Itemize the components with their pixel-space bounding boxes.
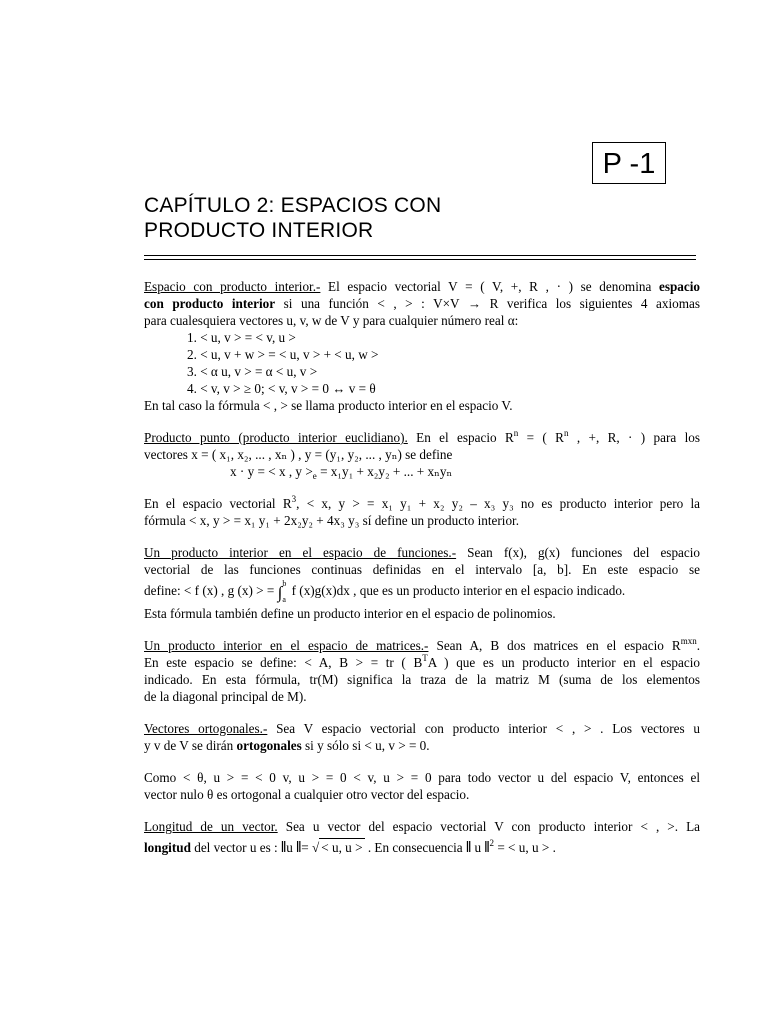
chapter-title-line1: CAPÍTULO 2: ESPACIOS CON [144,194,442,217]
axiom-item: 2. < u, v + w > = < u, v > + < u, w > [187,347,379,362]
section-matrix-space [144,637,700,705]
paragraph-line: Producto punto (producto interior euclidiano). En el espacio $R^n$ = ( $R^n$ , +, R, · ) para los [144,428,701,445]
title-divider-top [144,255,696,256]
section-inner-product-space [144,278,700,414]
section-heading: Un producto interior en el espacio de funciones.- [144,545,457,560]
section-dot-product [144,429,700,480]
section-r3-example [144,495,700,529]
paragraph-line: fórmula < x, y > = x₁ y₁ + 2x₂y₂ + 4x₃ y₃ sí define un producto interior. [144,513,519,528]
paragraph-line: Como < θ, u > = < 0 v, u > = 0 < v, u > = 0 para todo vector u del espacio V, entonces el [144,770,700,785]
paragraph-line: vectorial de las funciones continuas definidas en el intervalo [a, b]. En este espacio se [144,562,700,577]
axiom-item: 1. < u, v > = < v, u > [187,330,296,345]
paragraph-line: Vectores ortogonales.- Sea V espacio vectorial con producto interior < , > . Los vectores u [144,721,700,736]
section-heading: Un producto interior en el espacio de matrices.- [144,638,429,653]
norm-bars-icon: ‖ [484,839,490,856]
section-function-space [144,544,700,622]
paragraph-line: En el espacio vectorial $R^3$, < x, y > = x₁ y₁ + x₂ y₂ – x₃ y₃ no es producto interior pero la [144,494,700,511]
paragraph-line: Espacio con producto interior.- El espacio vectorial V = ( V, +, R , · ) se denomina espacio [144,279,700,294]
page-label: P -1 [592,142,666,184]
sqrt-radicand: < u, u > [321,840,363,855]
section-heading: Vectores ortogonales.- [144,721,268,736]
paragraph-line: En este espacio se define: < A, B > = tr ( $B^TA$ ) que es un producto interior en el espacio [144,653,700,670]
title-divider-bottom [144,259,696,260]
paragraph-line: Esta fórmula también define un producto interior en el espacio de polinomios. [144,606,556,621]
integral-sign: ∫ [277,583,283,602]
section-orthogonal-vectors [144,720,700,754]
section-heading: Producto punto (producto interior euclidiano). [144,430,408,445]
paragraph-line: indicado. En esta fórmula, tr(M) significa la traza de la matriz M (suma de los elementos [144,672,700,687]
sqrt-icon: √ [312,840,320,855]
norm-bars-icon: ‖ [296,839,302,856]
chapter-title [144,193,644,243]
section-heading: Espacio con producto interior.- [144,279,321,294]
paragraph-line: y v de V se dirán ortogonales si y sólo si < u, v > = 0. [144,738,430,753]
section-null-vector [144,769,700,803]
axiom-item: 4. < v, v > ≥ 0; < v, v > = 0 ↔ v = θ [187,381,376,396]
paragraph-line: de la diagonal principal de M). [144,689,307,704]
paragraph-line: Un producto interior en el espacio de matrices.- Sean A, B dos matrices en el espacio $R^{mxn}$. [144,636,700,653]
section-vector-length [144,818,700,856]
paragraph-line: En tal caso la fórmula < , > se llama producto interior en el espacio V. [144,398,513,413]
paragraph-line: para cualesquiera vectores u, v, w de V y para cualquier número real α: [144,313,519,328]
section-heading: Longitud de un vector. [144,819,278,834]
paragraph-line: con producto interior si una función < , > : V×V → R verifica los siguientes 4 axiomas [144,296,700,311]
axiom-item: 3. < α u, v > = α < u, v > [187,364,318,379]
norm-bars-icon: ‖ [465,839,472,856]
chapter-title-line2: PRODUCTO INTERIOR [144,219,374,242]
paragraph-line: define: < f (x) , g (x) > = ∫ b a f (x)g(x)dx , que es un producto interior en el espacio indicado. [144,579,626,604]
integral-limits: b a [282,579,287,604]
paragraph-line: Un producto interior en el espacio de funciones.- Sean f(x), g(x) funciones del espacio [144,545,700,560]
paragraph-line: vector nulo θ es ortogonal a cualquier otro vector del espacio. [144,787,470,802]
paragraph-line: longitud del vector u es : ‖u ‖= √ < u, u > . En consecuencia ‖ u ‖$^2$ = < u, u > . [144,838,556,856]
dot-product-formula: x · y = < x , $y >_e = x_1y_1 + x_2y_2$ + ... + xₙyₙ [230,464,453,481]
document-body [144,278,700,871]
paragraph-line: Longitud de un vector. Sea u vector del espacio vectorial V con producto interior < , >. La [144,819,700,834]
norm-bars-icon: ‖ [281,839,287,856]
paragraph-line: vectores x = ( x₁, x₂, ... , xₙ ) , y = (y₁, y₂, ... , yₙ) se define [144,447,453,462]
